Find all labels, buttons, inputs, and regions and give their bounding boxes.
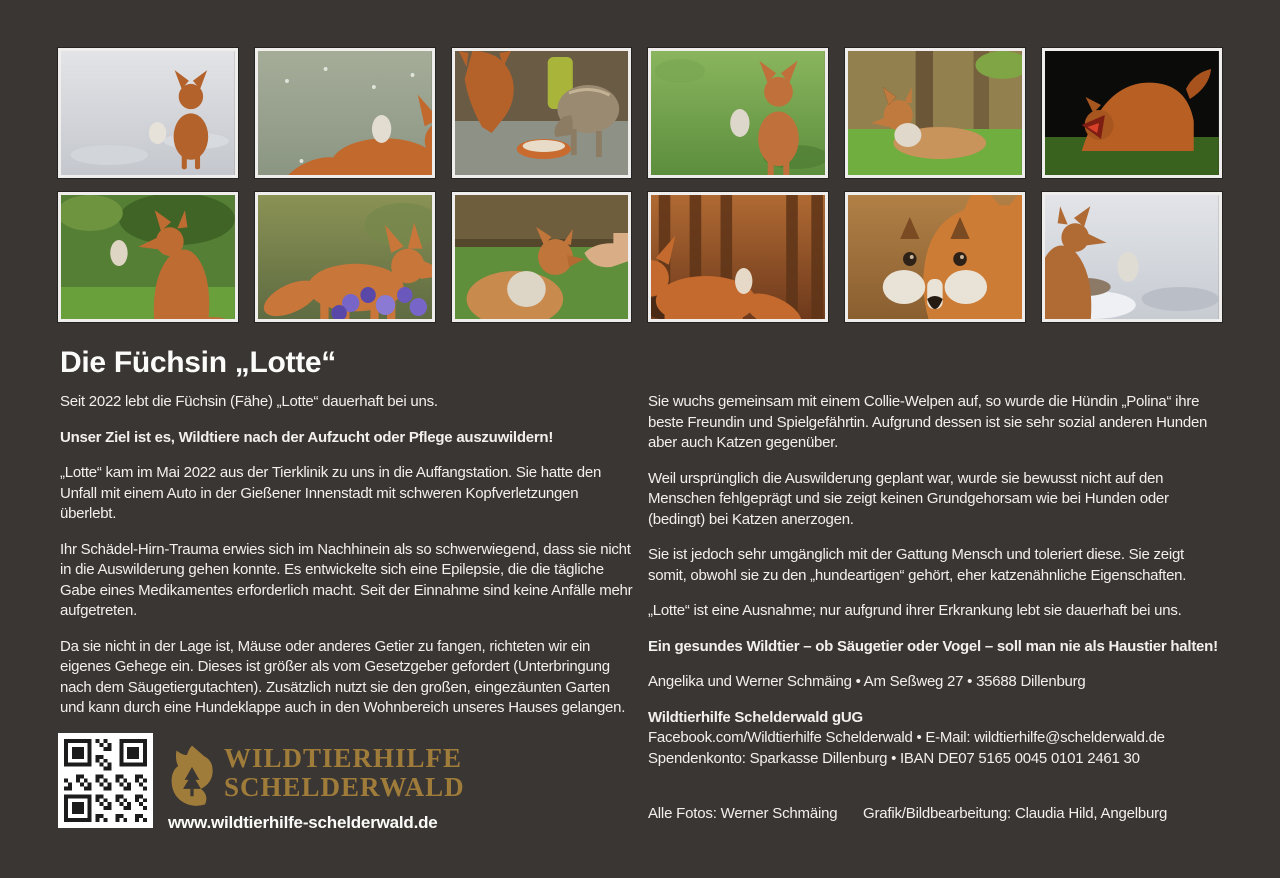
goal-statement: Unser Ziel ist es, Wildtiere nach der Aufzucht oder Pflege auszuwildern! bbox=[60, 428, 554, 446]
article-right-column bbox=[648, 392, 1223, 769]
photo-fox-hand-feeding bbox=[452, 192, 632, 322]
org-facebook-email: Facebook.com/Wildtierhilfe Schelderwald • E-Mail: wildtierhilfe@schelderwald.de bbox=[648, 729, 1165, 746]
paragraph: „Lotte“ ist eine Ausnahme; nur aufgrund ihrer Erkrankung lebt sie dauerhaft bei uns. bbox=[648, 602, 1182, 619]
logo-line-2: SCHELDERWALD bbox=[224, 772, 465, 802]
fox-logo-icon bbox=[166, 744, 218, 806]
qr-code bbox=[58, 733, 153, 828]
photo-fox-grass-standing bbox=[648, 48, 828, 178]
page-title: Die Füchsin „Lotte“ bbox=[60, 346, 336, 379]
org-bank-account: Spendenkonto: Sparkasse Dillenburg • IBAN DE07 5165 0045 0101 2461 30 bbox=[648, 749, 1140, 767]
paragraph: Sie ist jedoch sehr umgänglich mit der Gattung Mensch und toleriert diese. Sie zeigt somit, obwohl sie zu den „hundeartigen“ gehört, eher katzenähnliche Eigenschaften. bbox=[648, 546, 1187, 584]
warning-statement: Ein gesundes Wildtier – ob Säugetier oder Vogel – soll man nie als Haustier halten! bbox=[648, 637, 1218, 655]
photo-fox-purple-flowers bbox=[255, 192, 435, 322]
website-url: www.wildtierhilfe-schelderwald.de bbox=[168, 813, 438, 832]
paragraph: Seit 2022 lebt die Füchsin (Fähe) „Lotte“ dauerhaft bei uns. bbox=[60, 393, 438, 410]
photo-fox-face-closeup bbox=[845, 192, 1025, 322]
contact-address: Angelika und Werner Schmäing • Am Seßweg 27 • 35688 Dillenburg bbox=[648, 673, 1086, 690]
logo-line-1: WILDTIERHILFE bbox=[224, 743, 463, 773]
org-logo-wordmark bbox=[224, 744, 465, 802]
photo-fox-feeding-with-boar bbox=[452, 48, 632, 178]
paragraph: „Lotte“ kam im Mai 2022 aus der Tierklinik zu uns in die Auffangstation. Sie hatte den Unfall mit einem Auto in der Gießener Innenstadt mit schweren Kopfverletzungen überlebt. bbox=[60, 464, 602, 522]
photo-fox-sunset-fence bbox=[648, 192, 828, 322]
photo-fox-scratching bbox=[58, 192, 238, 322]
paragraph: Sie wuchs gemeinsam mit einem Collie-Welpen auf, so wurde die Hündin „Polina“ ihre beste Freundin und Spielgefährtin. Aufgrund dessen ist sie sehr sozial anderen Hunden aber auch Katzen gegenüber. bbox=[648, 393, 1208, 451]
graphics-credit: Grafik/Bildbearbeitung: Claudia Hild, Angelburg bbox=[863, 805, 1168, 822]
paragraph: Da sie nicht in der Lage ist, Mäuse oder anderes Getier zu fangen, richteten wir ein eigenes Gehege ein. Dieses ist größer als vom Gesetzgeber gefordert (Unterbringung nach dem Säugetiergutachten). Zusätzlich nutzt sie den großen, eingezäunten Garten und kann durch eine Hundeklappe auch in den Wohnbereich unseres Hauses gelangen. bbox=[60, 637, 626, 716]
photo-fox-snow-approach bbox=[58, 48, 238, 178]
org-contact-block bbox=[648, 708, 1223, 770]
paragraph: Ihr Schädel-Hirn-Trauma erwies sich im Nachhinein als so schwerwiegend, dass sie nicht in die Auswilderung gehen konnte. Es entwickelte sich eine Epilepsie, die die tägliche Gabe eines Medikamentes erforderlich macht. Seit der Einnahme sind keine Anfälle mehr aufgetreten. bbox=[60, 540, 633, 619]
article-left-column bbox=[60, 392, 635, 734]
photo-fox-night-yawn bbox=[1042, 48, 1222, 178]
fox-photo-grid bbox=[58, 48, 1222, 322]
org-name: Wildtierhilfe Schelderwald gUG bbox=[648, 708, 863, 726]
photo-credit: Alle Fotos: Werner Schmäing bbox=[648, 805, 838, 822]
photo-fox-frost-walk bbox=[255, 48, 435, 178]
photo-fox-snow-sitting bbox=[1042, 192, 1222, 322]
paragraph: Weil ursprünglich die Auswilderung geplant war, wurde sie bewusst nicht auf den Menschen fehlgeprägt und sie zeigt keinen Grundgehorsam wie bei Hunden oder (bedingt) bei Katzen anerzogen. bbox=[648, 469, 1169, 528]
photo-fox-lying-at-fence bbox=[845, 48, 1025, 178]
